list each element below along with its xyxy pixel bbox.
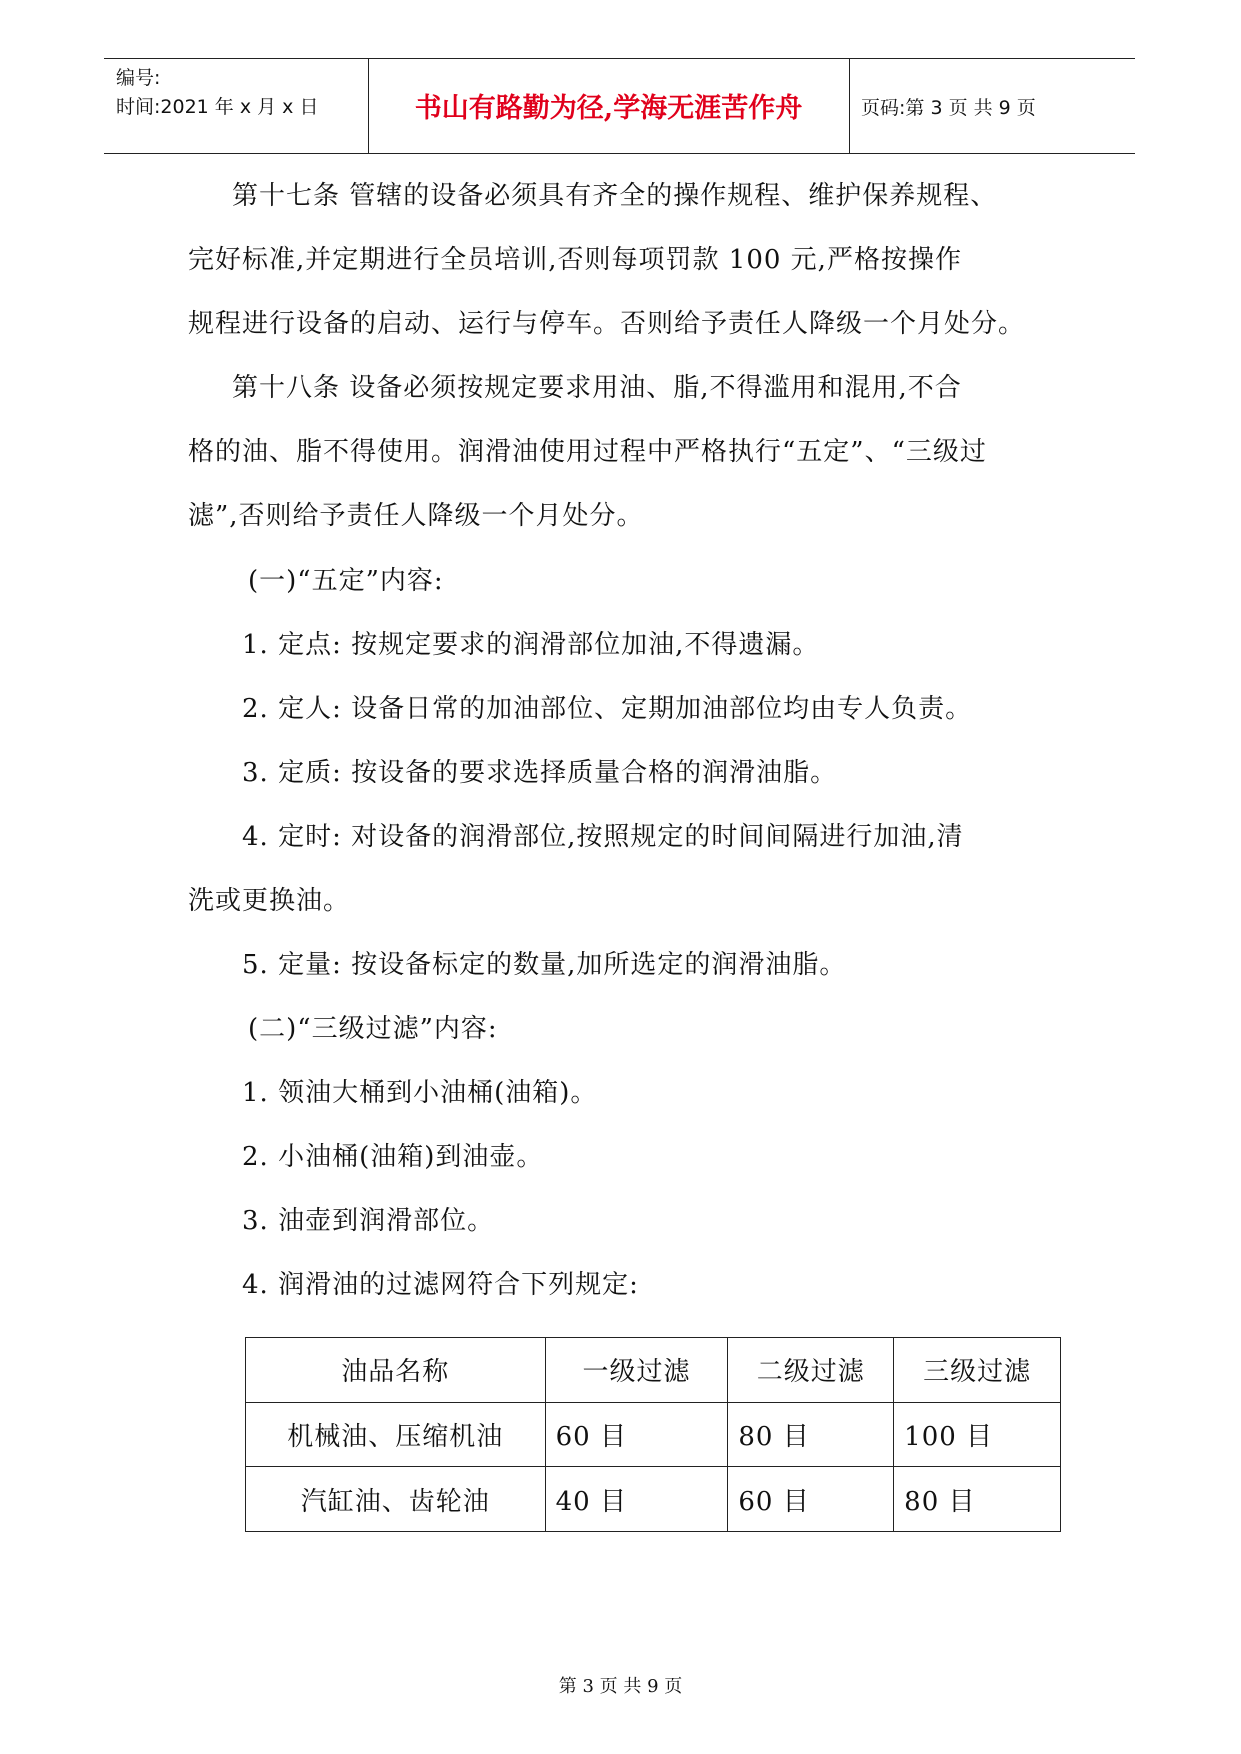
paragraph-line: 完好标准,并定期进行全员培训,否则每项罚款 100 元,严格按操作 <box>188 245 962 275</box>
page-header <box>104 58 1135 154</box>
table-cell: 100 目 <box>894 1402 1061 1467</box>
header-meta-cell <box>104 59 369 153</box>
serial-number-label: 编号: <box>116 67 161 89</box>
date-label: 时间:2021 年 x 月 x 日 <box>116 96 319 118</box>
table-header-cell: 一级过滤 <box>545 1338 728 1403</box>
table-cell: 80 目 <box>894 1467 1061 1532</box>
header-motto-cell <box>368 59 850 153</box>
list-item: 4. 润滑油的过滤网符合下列规定: <box>242 1270 639 1300</box>
list-item: 1. 领油大桶到小油桶(油箱)。 <box>242 1078 598 1108</box>
list-item: 1. 定点: 按规定要求的润滑部位加油,不得遗漏。 <box>242 630 820 660</box>
paragraph-line: 第十八条 设备必须按规定要求用油、脂,不得滥用和混用,不合 <box>232 373 962 403</box>
table-cell: 60 目 <box>728 1467 894 1532</box>
table-cell: 60 目 <box>545 1402 728 1467</box>
list-item: 3. 定质: 按设备的要求选择质量合格的润滑油脂。 <box>242 758 838 788</box>
table-cell: 40 目 <box>545 1467 728 1532</box>
table-cell-oil-name: 机械油、压缩机油 <box>246 1402 546 1467</box>
table-header-cell: 三级过滤 <box>894 1338 1061 1403</box>
paragraph-line: 滤”,否则给予责任人降级一个月处分。 <box>188 501 644 531</box>
header-page-cell <box>849 59 1135 153</box>
table-header-row <box>246 1338 1061 1403</box>
list-item: 2. 小油桶(油箱)到油壶。 <box>242 1142 544 1172</box>
paragraph-line: 规程进行设备的启动、运行与停车。否则给予责任人降级一个月处分。 <box>188 309 1026 339</box>
header-page-number: 页码:第 3 页 共 9 页 <box>861 97 1036 119</box>
table-cell: 80 目 <box>728 1402 894 1467</box>
table-header-cell: 油品名称 <box>246 1338 546 1403</box>
page-footer: 第 3 页 共 9 页 <box>558 1676 683 1697</box>
section-heading: (二)“三级过滤”内容: <box>248 1014 498 1044</box>
table-row <box>246 1467 1061 1532</box>
list-item: 3. 油壶到润滑部位。 <box>242 1206 495 1236</box>
paragraph-line: 第十七条 管辖的设备必须具有齐全的操作规程、维护保养规程、 <box>232 181 998 211</box>
list-item-continuation: 洗或更换油。 <box>188 886 351 916</box>
section-heading: (一)“五定”内容: <box>248 566 444 596</box>
paragraph-line: 格的油、脂不得使用。润滑油使用过程中严格执行“五定”、“三级过 <box>188 437 987 467</box>
list-item: 4. 定时: 对设备的润滑部位,按照规定的时间间隔进行加油,清 <box>242 822 964 852</box>
table-row <box>246 1402 1061 1467</box>
table-header-cell: 二级过滤 <box>728 1338 894 1403</box>
filter-mesh-table <box>245 1337 1061 1532</box>
list-item: 5. 定量: 按设备标定的数量,加所选定的润滑油脂。 <box>242 950 847 980</box>
header-motto: 书山有路勤为径,学海无涯苦作舟 <box>414 93 803 124</box>
table-cell-oil-name: 汽缸油、齿轮油 <box>246 1467 546 1532</box>
list-item: 2. 定人: 设备日常的加油部位、定期加油部位均由专人负责。 <box>242 694 973 724</box>
